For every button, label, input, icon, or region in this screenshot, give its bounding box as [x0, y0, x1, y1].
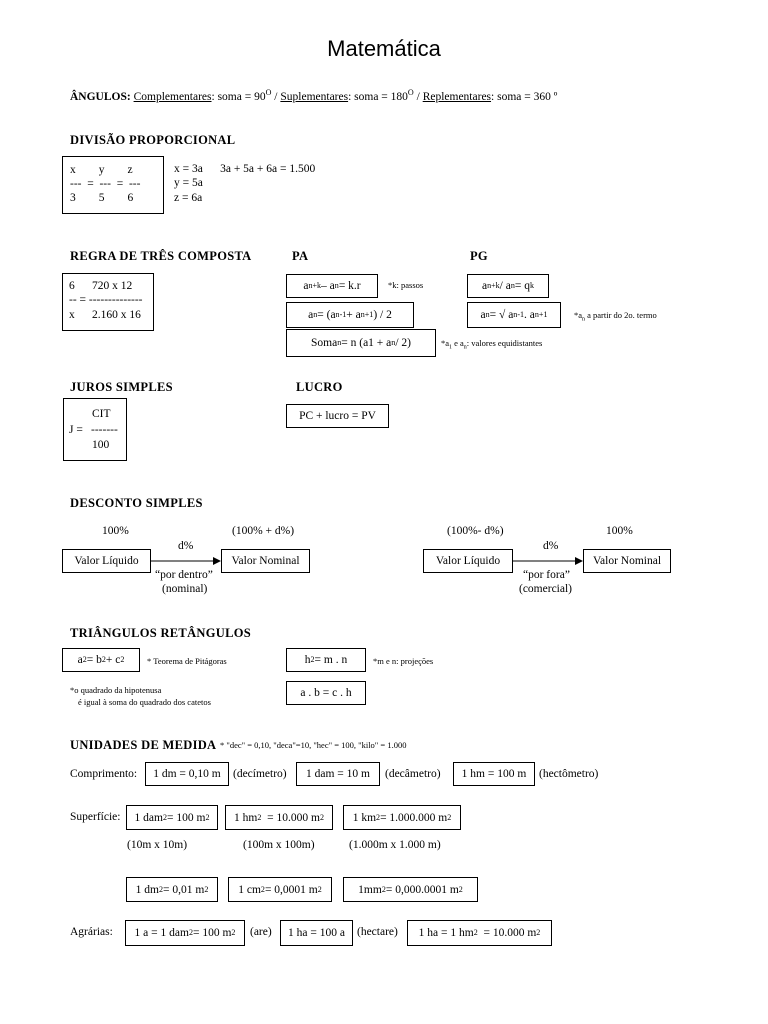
- pg-formula-media: a n = √ a n-1 . a n+1: [467, 302, 561, 328]
- degree-mark: O: [265, 88, 272, 98]
- pa-formula-soma: Soma n = n (a1 + a n / 2): [286, 329, 436, 357]
- comprimento-label: Comprimento:: [70, 768, 138, 780]
- altura-formula: h 2 = m . n: [286, 648, 366, 672]
- page-title: Matemática: [327, 36, 441, 61]
- superficie-dam2: 1 dam 2 = 100 m 2: [126, 805, 218, 830]
- pa-note-passos: *k: passos: [388, 280, 424, 290]
- triangulos-heading: TRIÂNGULOS RETÂNGULOS: [70, 626, 251, 640]
- pg-formula-termo: a n+k / a n = q k: [467, 274, 549, 298]
- regra-line1: 6 720 x 12: [69, 280, 133, 292]
- divisao-eq1: x = 3a 3a + 5a + 6a = 1.500: [174, 163, 316, 175]
- superficie-label: Superfície:: [70, 811, 121, 823]
- desconto-fora-arrow: [513, 555, 583, 567]
- desconto-fora-valor-liquido: Valor Líquido: [423, 549, 513, 573]
- desconto-dentro-valor-nominal: Valor Nominal: [221, 549, 310, 573]
- pa-heading: PA: [292, 249, 309, 263]
- juros-box: [63, 398, 127, 461]
- desconto-dentro-sub2: (nominal): [162, 583, 208, 595]
- regra-line3: x 2.160 x 16: [69, 309, 141, 321]
- desconto-dentro-sub1: “por dentro”: [155, 569, 213, 581]
- degree-mark: O: [407, 88, 414, 98]
- pg-heading: PG: [470, 249, 488, 263]
- divisao-eq2: y = 5a: [174, 177, 203, 189]
- comprimento-hm-note: (hectômetro): [539, 768, 599, 780]
- pg-note: $*a_n$ a partir do 2o. termo: [574, 310, 657, 323]
- pitagoras-formula: a 2 = b 2 + c 2: [62, 648, 140, 672]
- pa-formula-media: a n = (a n-1 + a n+1 ) / 2: [286, 302, 414, 328]
- complementares-label: Complementares: [133, 91, 212, 103]
- agrarias-are-note: (are): [250, 926, 272, 938]
- desconto-dentro-d: d%: [178, 540, 194, 552]
- agrarias-are: 1 a = 1 dam 2 = 100 m 2: [125, 920, 245, 946]
- juros-numerator: CIT: [92, 408, 111, 420]
- comprimento-dm: 1 dm = 0,10 m: [145, 762, 229, 786]
- superficie-dm2: 1 dm 2 = 0,01 m 2: [126, 877, 218, 902]
- triangulos-note1: *o quadrado da hipotenusa: [70, 685, 162, 695]
- juros-denominator: 100: [92, 439, 110, 451]
- separator: /: [274, 91, 278, 103]
- desconto-fora-valor-nominal: Valor Nominal: [583, 549, 671, 573]
- abch-formula: a . b = c . h: [286, 681, 366, 705]
- altura-note: *m e n: projeções: [373, 656, 434, 666]
- agrarias-label: Agrárias:: [70, 926, 113, 938]
- complementares-value: : soma = 90: [211, 91, 266, 103]
- lucro-heading: LUCRO: [296, 380, 343, 394]
- superficie-hm2-note: (100m x 100m): [243, 839, 315, 851]
- desconto-dentro-valor-liquido: Valor Líquido: [62, 549, 151, 573]
- superficie-km2-note: (1.000m x 1.000 m): [349, 839, 441, 851]
- desconto-dentro-top-right: (100% + d%): [232, 525, 295, 537]
- lucro-formula: PC + lucro = PV: [286, 404, 389, 428]
- desconto-fora-sub1: “por fora”: [523, 569, 570, 581]
- comprimento-dam-note: (decâmetro): [385, 768, 441, 780]
- comprimento-dam: 1 dam = 10 m: [296, 762, 380, 786]
- replementares-value: : soma = 360 º: [491, 91, 558, 103]
- superficie-hm2: 1 hm 2 = 10.000 m 2: [225, 805, 333, 830]
- comprimento-dm-note: (decímetro): [233, 768, 287, 780]
- superficie-cm2: 1 cm 2 = 0,0001 m 2: [228, 877, 332, 902]
- desconto-fora-top-right: 100%: [606, 525, 633, 537]
- desconto-fora-sub2: (comercial): [519, 583, 572, 595]
- desconto-heading: DESCONTO SIMPLES: [70, 496, 203, 510]
- unidades-note: * "dec" = 0,10, "deca"=10, "hec" = 100, "kilo" = 1.000: [220, 740, 407, 750]
- regra-heading: REGRA DE TRÊS COMPOSTA: [70, 249, 252, 263]
- pa-note-equidistantes: $*a_1$ e $a_n$: valores equidistantes: [441, 338, 543, 351]
- triangulos-note2: é igual à soma do quadrado dos catetos: [78, 697, 211, 707]
- juros-fraction-bar: -------: [91, 424, 118, 436]
- unidades-heading: UNIDADES DE MEDIDA: [70, 738, 217, 752]
- desconto-fora-d: d%: [543, 540, 559, 552]
- angulos-label: ÂNGULOS:: [70, 91, 131, 103]
- divisao-line1: x y z: [70, 164, 133, 176]
- replementares-label: Replementares: [422, 91, 492, 103]
- divisao-eq3: z = 6a: [174, 192, 203, 204]
- suplementares-label: Suplementares: [280, 91, 349, 103]
- regra-line2: -- = --------------: [69, 294, 143, 306]
- comprimento-hm: 1 hm = 100 m: [453, 762, 535, 786]
- angulos-line: [70, 88, 558, 104]
- superficie-mm2: 1mm 2 = 0,000.0001 m 2: [343, 877, 478, 902]
- juros-lhs: J =: [69, 424, 83, 436]
- desconto-dentro-top-left: 100%: [102, 525, 129, 537]
- superficie-dam2-note: (10m x 10m): [127, 839, 188, 851]
- agrarias-hectare-note: (hectare): [357, 926, 398, 938]
- juros-heading: JUROS SIMPLES: [70, 380, 173, 394]
- desconto-dentro-arrow: [151, 555, 221, 567]
- divisao-box: [62, 156, 164, 214]
- desconto-fora-top-left: (100%- d%): [447, 525, 504, 537]
- agrarias-ha-hm2: 1 ha = 1 hm 2 = 10.000 m 2: [407, 920, 552, 946]
- agrarias-hectare: 1 ha = 100 a: [280, 920, 353, 946]
- divisao-heading: DIVISÃO PROPORCIONAL: [70, 133, 236, 147]
- pa-formula-termo: a n+k – a n = k.r: [286, 274, 378, 298]
- regra-box: [62, 273, 154, 331]
- separator: /: [416, 91, 420, 103]
- divisao-line2: --- = --- = ---: [70, 178, 141, 190]
- superficie-km2: 1 km 2 = 1.000.000 m 2: [343, 805, 461, 830]
- suplementares-value: : soma = 180: [348, 91, 408, 103]
- pitagoras-note: * Teorema de Pitágoras: [147, 656, 227, 666]
- divisao-line3: 3 5 6: [70, 192, 134, 204]
